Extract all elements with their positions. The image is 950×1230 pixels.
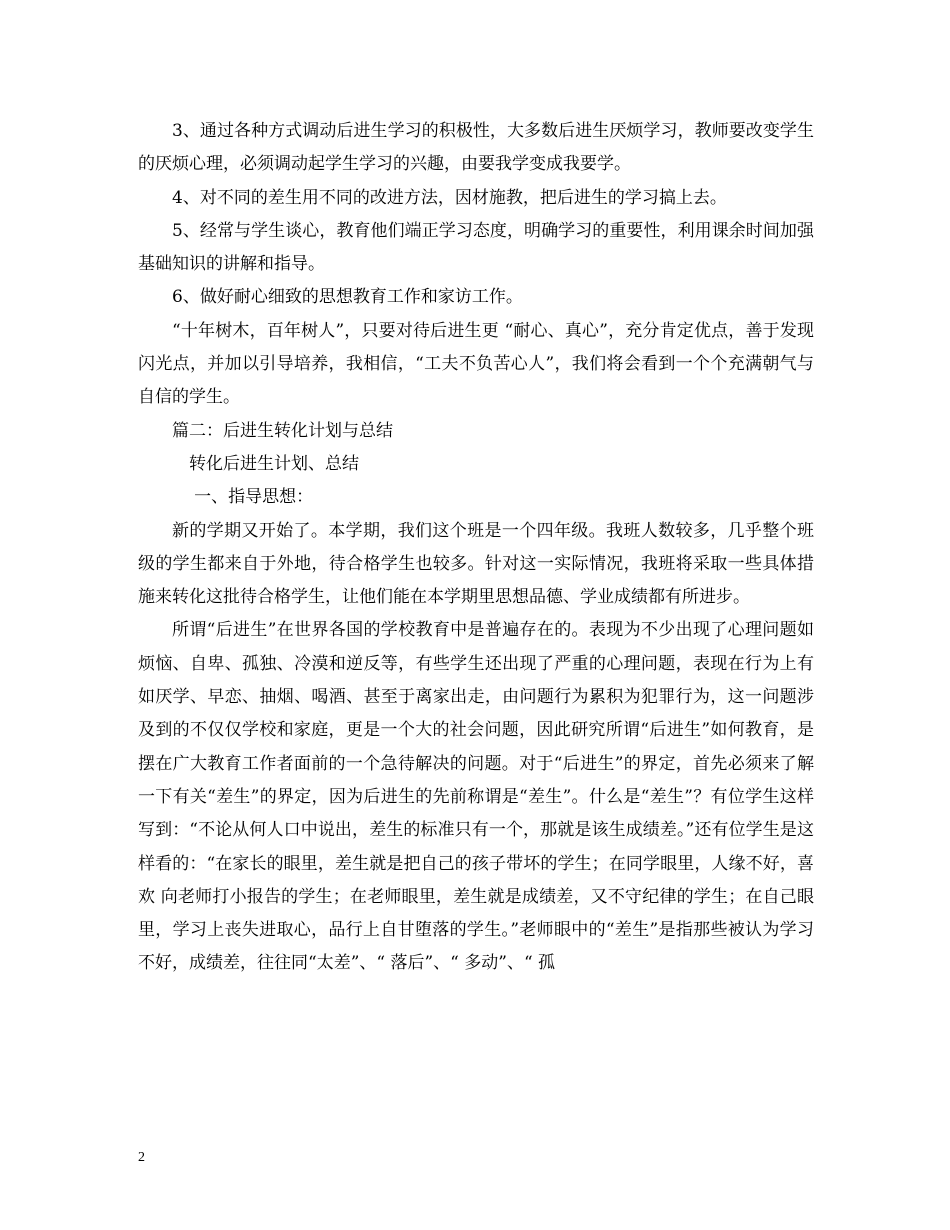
paragraph-item-4: 4、对不同的差生用不同的改进方法，因材施教，把后进生的学习搞上去。 — [172, 187, 727, 208]
paragraph-definition: 所谓“后进生”在世界各国的学校教育中是普遍存在的。表现为不少出现了心理问题如烦恼、自卑、孤独、冷漠和逆反等，有些学生还出现了严重的心理问题，表现在行为上有如厌学、早恋、抽烟、喝酒、甚至于离家出走，由问题行为累积为犯罪行为，这一问题涉及到的不仅仅学校和家庭，更是一个大的社会问题，因此研究所谓“后进生”如何教育，是摆在广大教育工作者面前的一个急待解决的问题。对于“后进生”的界定，首先必须来了解一下有关“差生”的界定，因为后进生的先前称谓是“差生”。什么是“差生”？有位学生这样写到：“不论从何人口中说出，差生的标准只有一个，那就是该生成绩差。”还有位学生是这样看的：“在家长的眼里，差生就是把自己的孩子带坏的学生；在同学眼里，人缘不好，喜欢 向老师打小报告的学生；在老师眼里，差生就是成绩差，又不守纪律的学生；在自己眼里，学习上丧失进取心，品行上自甘堕落的学生。”老师眼中的“差生”是指那些被认为学习不好，成绩差，往往同“太差”、“ 落后”、“ 多动”、“ 孤 — [138, 620, 814, 974]
paragraph-item-6: 6、做好耐心细致的思想教育工作和家访工作。 — [172, 287, 523, 308]
page-number: 2 — [138, 1150, 145, 1165]
section-heading: 篇二：后进生转化计划与总结 — [172, 420, 393, 441]
paragraph-item-5: 5、经常与学生谈心，教育他们端正学习态度，明确学习的重要性，利用课余时间加强基础知识的讲解和指导。 — [138, 220, 814, 275]
section-subtitle: 转化后进生计划、总结 — [189, 453, 359, 474]
paragraph-intro: 新的学期又开始了。本学期，我们这个班是一个四年级。我班人数较多，几乎整个班级的学生都来自于外地，待合格学生也较多。针对这一实际情况，我班将采取一些具体措施来转化这批待合格学生，让他们能在本学期里思想品德、学业成绩都有所进步。 — [138, 520, 814, 608]
paragraph-quote: “十年树木，百年树人”，只要对待后进生更 “耐心、真心”，充分肯定优点，善于发现闪光点，并加以引导培养，我相信，“工夫不负苦心人”，我们将会看到一个个充满朝气与自信的学生。 — [138, 320, 814, 408]
document-body — [138, 115, 814, 981]
subsection-heading: 一、指导思想： — [194, 487, 314, 508]
paragraph-item-3: 3、通过各种方式调动后进生学习的积极性，大多数后进生厌烦学习，教师要改变学生的厌烦心理，必须调动起学生学习的兴趣，由要我学变成我要学。 — [138, 121, 814, 175]
